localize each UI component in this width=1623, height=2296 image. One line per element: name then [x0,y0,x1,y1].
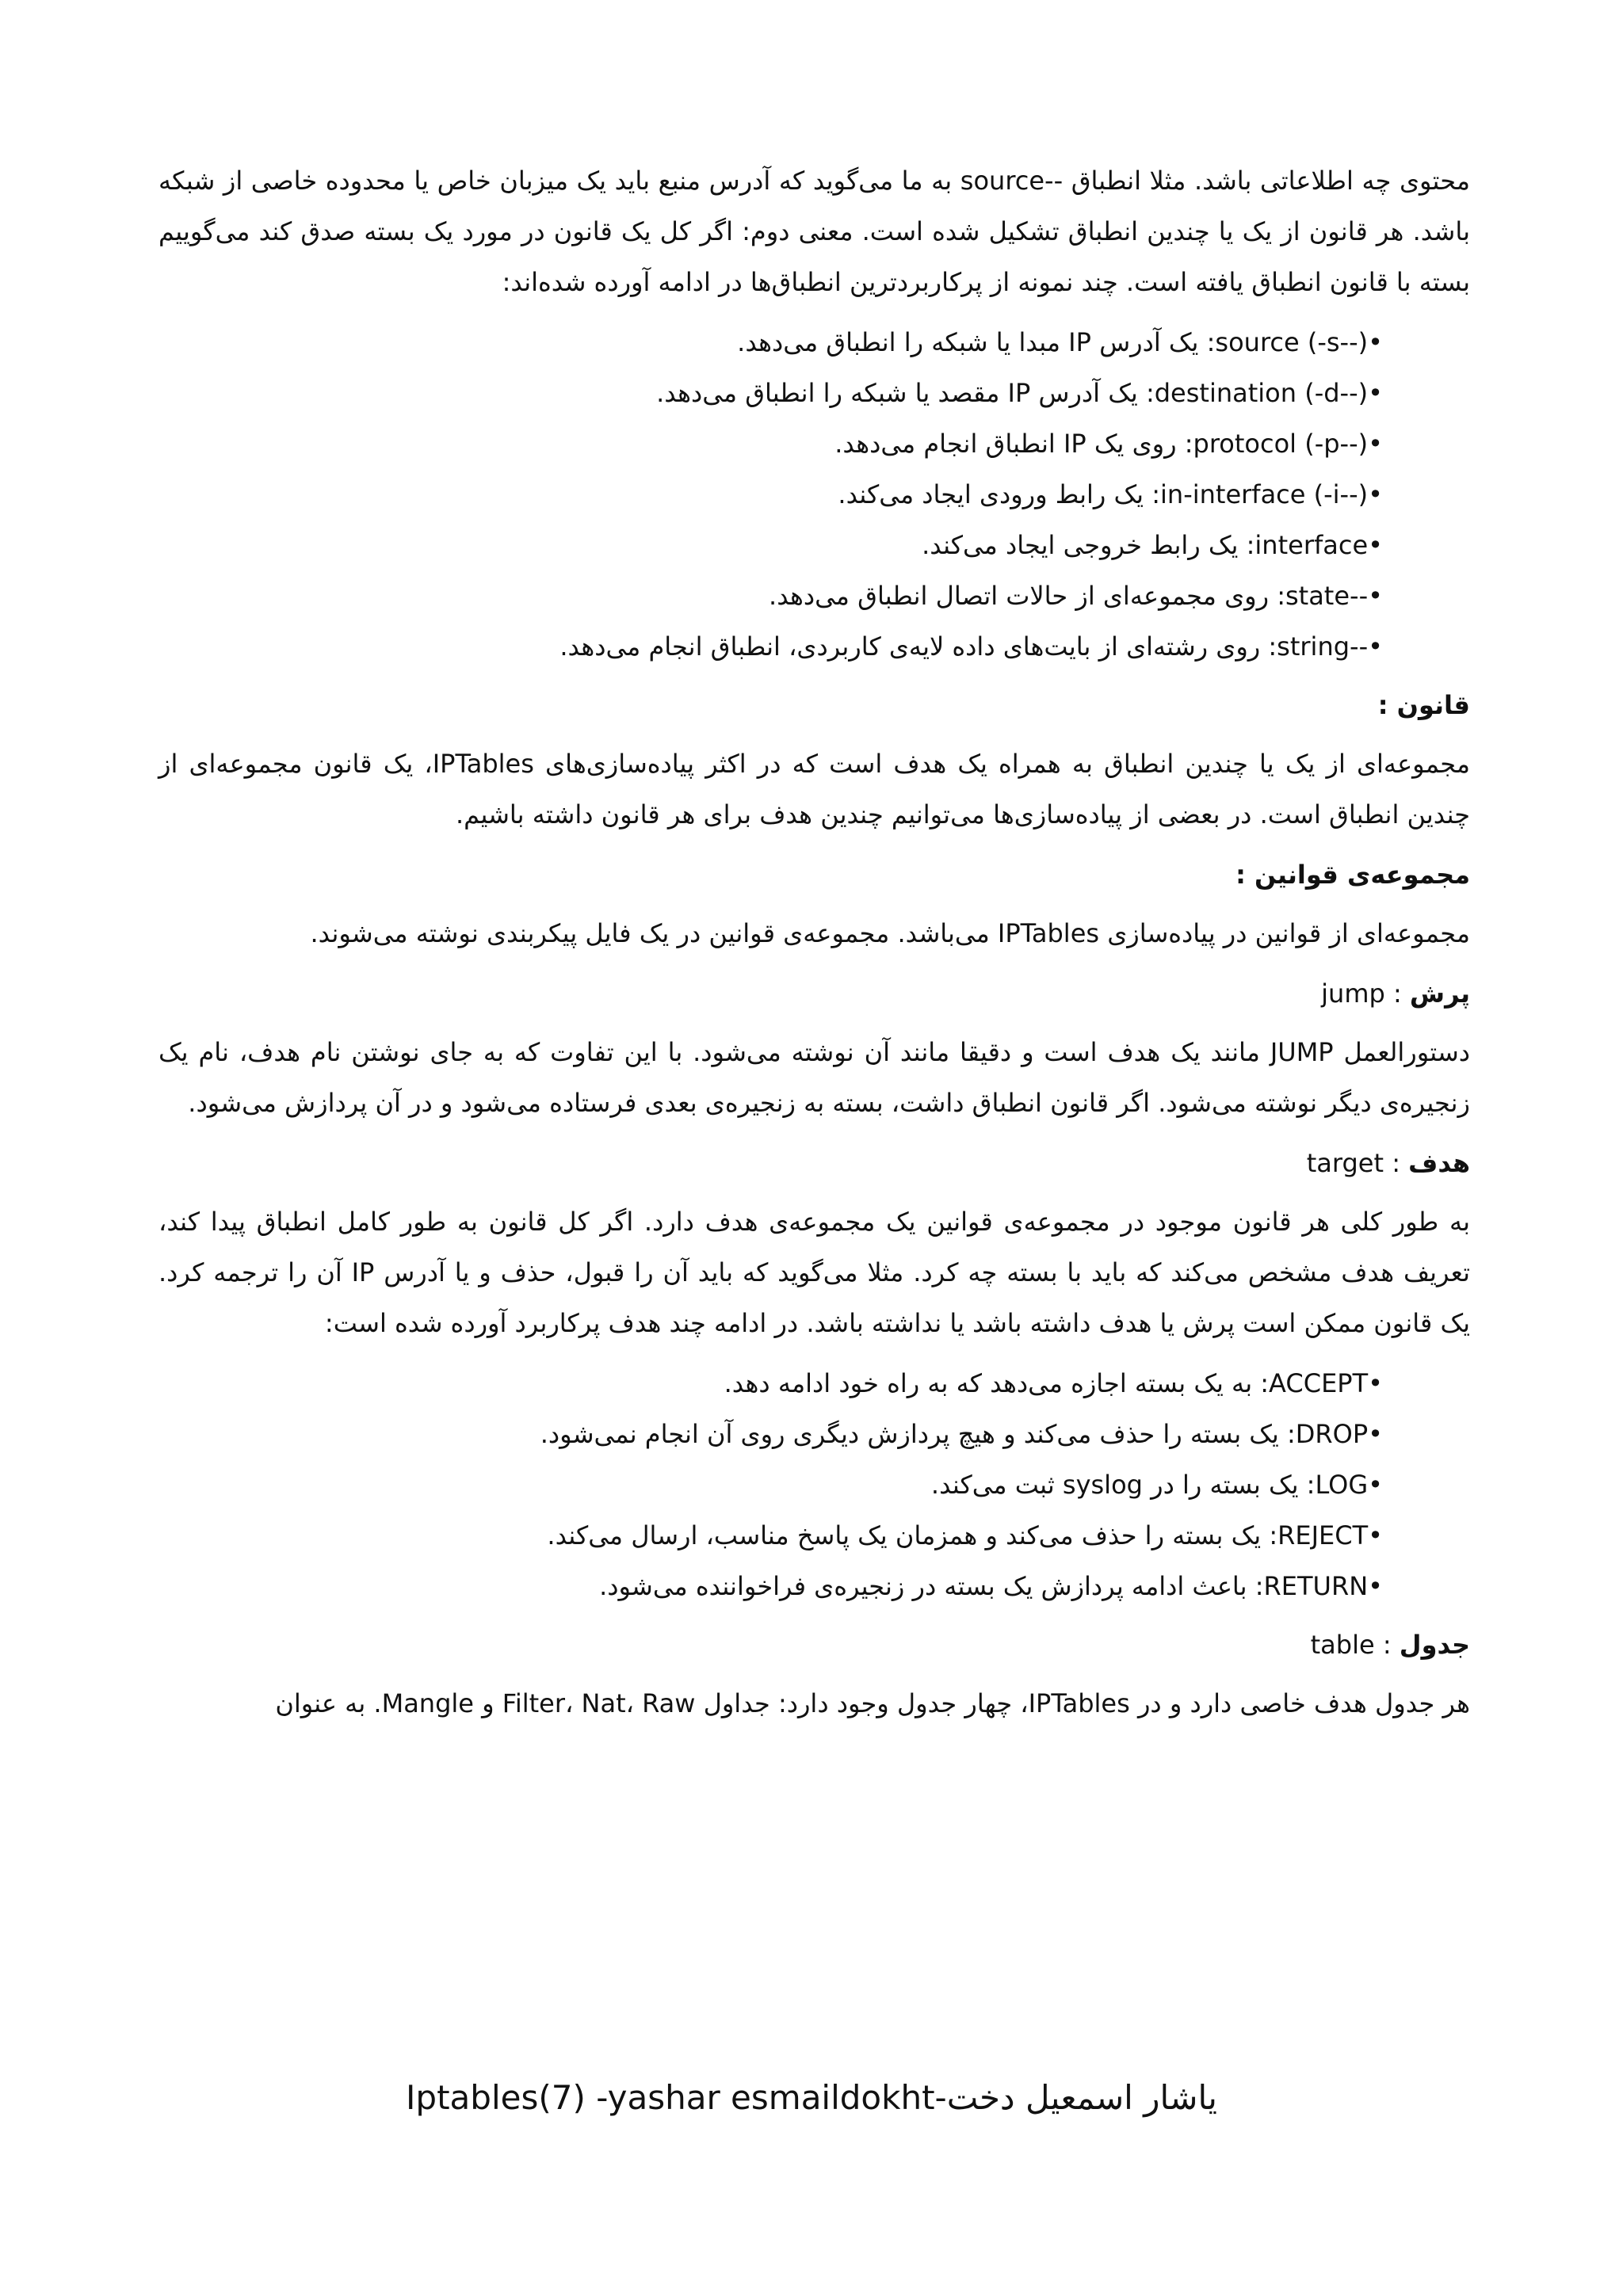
ruleset-paragraph: مجموعه‌ای از قوانین در پیاده‌سازی IPTables می‌باشد. مجموعه‌ی قوانین در یک فایل پیکربندی نوشته می‌شوند. [310,918,1470,948]
list-item: •(--s-) source: یک آدرس IP مبدا یا شبکه را انطباق می‌دهد. [737,327,1383,357]
list-item: •(--p-) protocol: روی یک IP انطباق انجام می‌دهد. [834,429,1383,459]
table-heading [158,1619,1470,1670]
target-paragraph: به طور کلی هر قانون موجود در مجموعه‌ی قوانین یک مجموعه‌ی هدف دارد. اگر کل قانون به طور کامل انطباق پیدا کند، تعریف هدف مشخص می‌کند که باید با بسته چه کرد. مثلا می‌گوید که باید آن را قبول، حذف و یا آدرس IP آن را ترجمه کرد. یک قانون ممکن است پرش یا هدف داشته باشد یا نداشته باشد. در ادامه چند هدف پرکاربرد آورده شده است: [158,1207,1471,1338]
rule-paragraph: مجموعه‌ای از یک یا چندین انطباق به همراه یک هدف است که در اکثر پیاده‌سازی‌های IPTables، یک قانون مجموعه‌ای از چندین انطباق است. در بعضی از پیاده‌سازی‌ها می‌توانیم چندین هدف برای هر قانون داشته باشیم. [158,749,1471,830]
list-item: •--state: روی مجموعه‌ای از حالات اتصال انطباق می‌دهد. [769,581,1383,611]
target-heading [158,1138,1470,1188]
intro-paragraph: محتوی چه اطلاعاتی باشد. مثلا انطباق --source به ما می‌گوید که آدرس منبع باید یک میزبان خاص یا محدوده خاصی از شبکه باشد. هر قانون از یک یا چندین انطباق تشکیل شده است. معنی دوم: اگر کل یک قانون در مورد یک بسته صدق کند می‌گوییم بسته با قانون انطباق یافته است. چند نمونه از پرکاربردترین انطباق‌ها در ادامه آورده شده‌اند: [158,166,1471,297]
list-item: •(--i-) in-interface: یک رابط ورودی ایجاد می‌کند. [838,479,1383,509]
document-body [158,155,1470,1738]
page-footer: Iptables(7) -yashar esmaildokht-یاشار اسمعیل دخت [406,2078,1217,2117]
list-item: •LOG: یک بسته را در syslog ثبت می‌کند. [930,1470,1383,1500]
match-list [158,317,1470,672]
jump-heading-rest: : jump [1321,978,1410,1009]
rule-heading-text: قانون : [1377,690,1470,720]
rule-heading [158,680,1470,730]
target-heading-bold: هدف [1408,1148,1470,1178]
list-item: •DROP: یک بسته را حذف می‌کند و هیچ پردازش دیگری روی آن انجام نمی‌شود. [540,1419,1383,1449]
list-item: •REJECT: یک بسته را حذف می‌کند و همزمان یک پاسخ مناسب، ارسال می‌کند. [547,1520,1383,1550]
list-item: •(--d-) destination: یک آدرس IP مقصد یا شبکه را انطباق می‌دهد. [656,378,1383,408]
table-heading-rest: : table [1310,1630,1400,1660]
jump-heading-bold: پرش [1409,978,1470,1009]
table-heading-bold: جدول [1399,1630,1470,1660]
list-item: •interface: یک رابط خروجی ایجاد می‌کند. [922,530,1383,560]
jump-paragraph: دستورالعمل JUMP مانند یک هدف است و دقیقا مانند آن نوشته می‌شود. با این تفاوت که به جای نوشتن نام هدف، نام یک زنجیره‌ی دیگر نوشته می‌شود. اگر قانون انطباق داشت، بسته به زنجیره‌ی بعدی فرستاده می‌شود و در آن پردازش می‌شود. [158,1037,1471,1118]
jump-heading [158,968,1470,1019]
ruleset-heading [158,849,1470,900]
list-item: •RETURN: باعث ادامه پردازش یک بسته در زنجیره‌ی فراخواننده می‌شود. [599,1571,1383,1601]
target-list [158,1358,1470,1611]
target-heading-rest: : target [1306,1148,1409,1178]
list-item: •--string: روی رشته‌ای از بایت‌های داده لایه‌ی کاربردی، انطباق انجام می‌دهد. [559,631,1383,662]
list-item: •ACCEPT: به یک بسته اجازه می‌دهد که به راه خود ادامه دهد. [724,1368,1383,1398]
table-paragraph: هر جدول هدف خاصی دارد و در IPTables، چهار جدول وجود دارد: جداول Filter، Nat، Raw و Mangle. به عنوان [275,1688,1470,1718]
ruleset-heading-text: مجموعه‌ی قوانین : [1235,860,1470,890]
